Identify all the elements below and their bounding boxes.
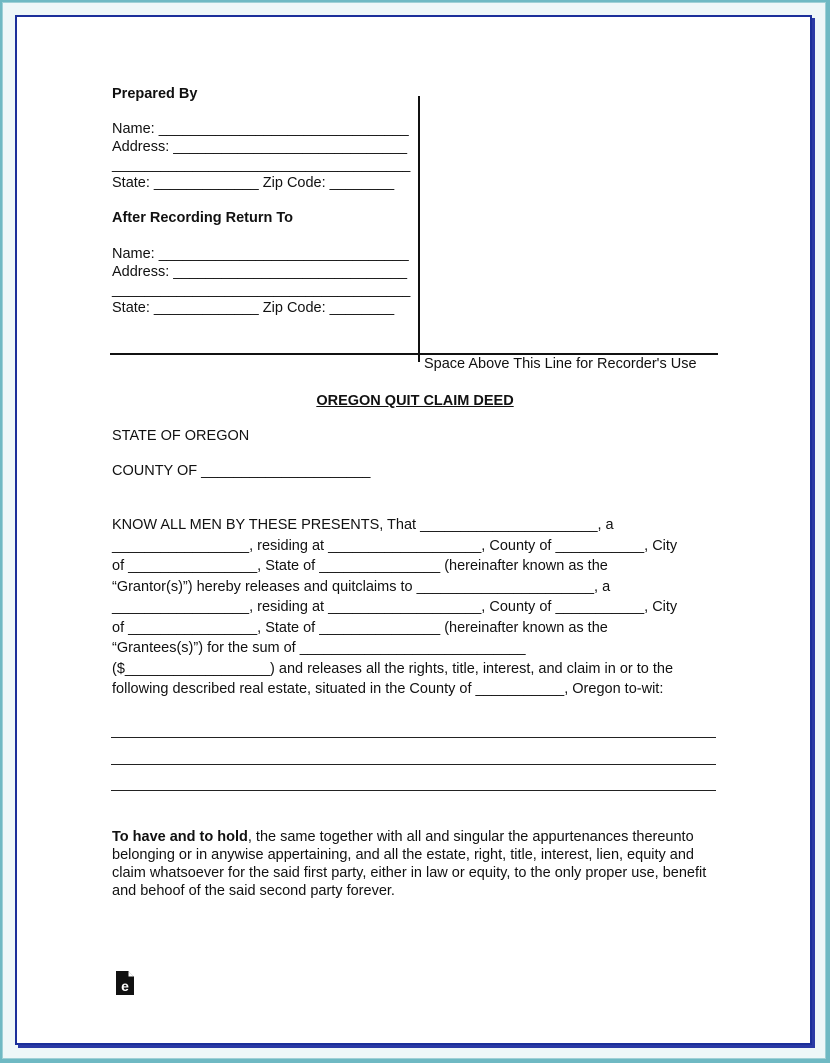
svg-text:e: e — [121, 978, 129, 994]
recorder-box-horizontal-rule — [110, 353, 718, 355]
prepared-by-heading: Prepared By — [112, 86, 198, 102]
return-to-state-zip-field: State: _____________ Zip Code: ________ — [112, 300, 395, 316]
eforms-logo-icon — [115, 970, 135, 1001]
conveyance-line: of ________________, State of _______________ (hereinafter known as the — [112, 619, 608, 636]
conveyance-line: following described real estate, situated in the County of ___________, Oregon to-wit: — [112, 681, 664, 697]
conveyance-line: ($__________________) and releases all the rights, title, interest, and claim in or to the — [112, 660, 674, 677]
legal-description-line — [111, 790, 716, 791]
return-to-address-field: Address: _____________________________ — [112, 264, 408, 280]
conveyance-line: “Grantor(s)”) hereby releases and quitclaims to ______________________, a — [112, 578, 611, 595]
conveyance-paragraph — [112, 515, 718, 700]
state-line: STATE OF OREGON — [112, 428, 250, 444]
county-line: COUNTY OF _____________________ — [112, 463, 371, 479]
conveyance-line: _________________, residing at ___________________, County of ___________, City — [112, 599, 678, 615]
recorder-box-vertical-rule — [418, 96, 420, 362]
return-to-heading: After Recording Return To — [112, 210, 293, 226]
recorder-use-note: Space Above This Line for Recorder's Use — [424, 356, 697, 372]
prepared-by-address-line2: _____________________________________ — [112, 157, 411, 173]
conveyance-line: KNOW ALL MEN BY THESE PRESENTS, That ______________________, a — [112, 517, 614, 533]
return-to-name-field: Name: _______________________________ — [112, 246, 409, 262]
habendum-lead: To have and to hold — [112, 829, 248, 845]
legal-description-line — [111, 737, 716, 738]
return-to-address-line2: _____________________________________ — [112, 282, 411, 298]
prepared-by-state-zip-field: State: _____________ Zip Code: ________ — [112, 175, 395, 191]
prepared-by-address-field: Address: _____________________________ — [112, 139, 408, 155]
conveyance-line: _________________, residing at ___________________, County of ___________, City — [112, 537, 678, 554]
document-title: OREGON QUIT CLAIM DEED — [316, 393, 514, 409]
prepared-by-name-field: Name: _______________________________ — [112, 121, 409, 137]
legal-description-line — [111, 764, 716, 765]
conveyance-line: of ________________, State of _______________ (hereinafter known as the — [112, 558, 608, 574]
habendum-clause — [112, 828, 718, 900]
conveyance-line: “Grantees(s)”) for the sum of ____________________________ — [112, 640, 526, 656]
habendum-text: , the same together with all and singular the appurtenances thereunto belonging or in anywise appertaining, and all the estate, right, title, interest, lien, equity and claim whatsoever for the said first party, either in law or equity, to the only proper use, benefit and behoof of the said second party forever. — [112, 829, 707, 899]
